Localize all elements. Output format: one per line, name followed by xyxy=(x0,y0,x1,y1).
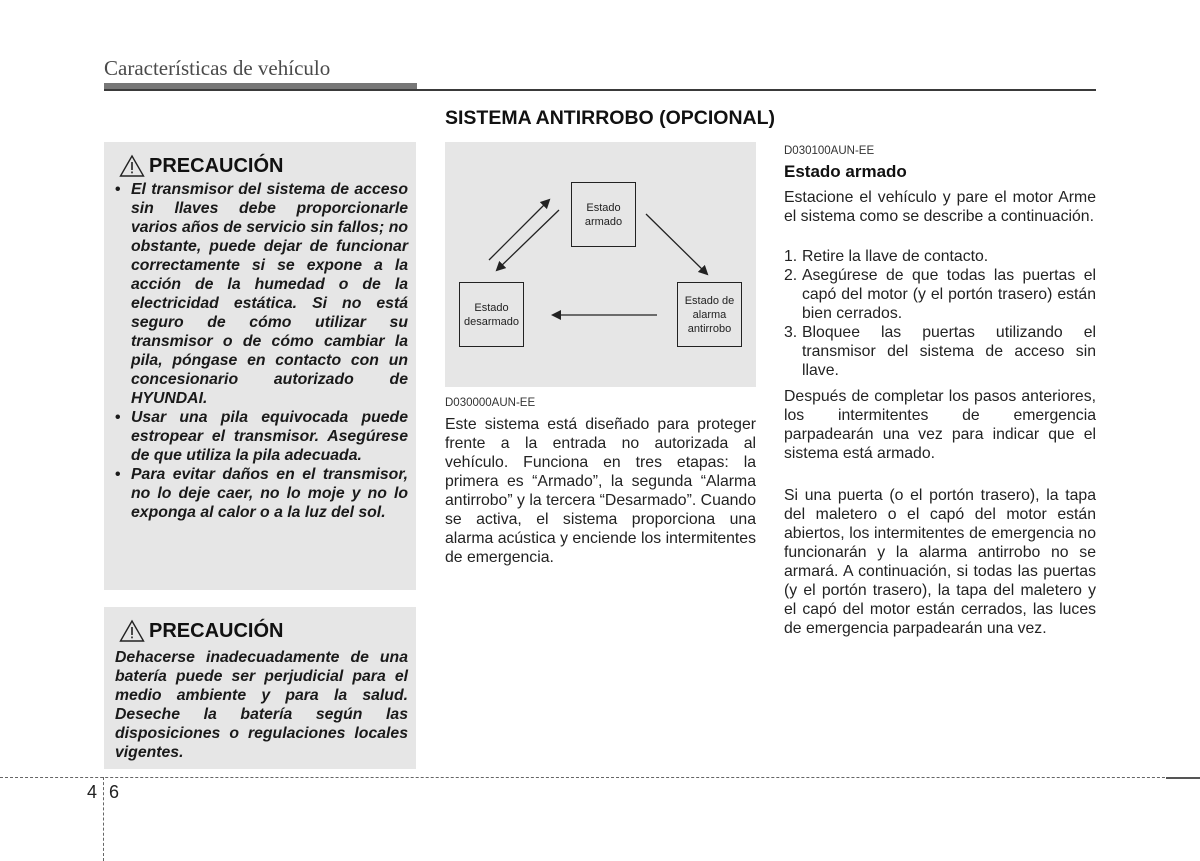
caution-heading-label: PRECAUCIÓN xyxy=(149,619,284,642)
caution-heading-label: PRECAUCIÓN xyxy=(149,154,284,177)
arrow-armed-to-disarmed xyxy=(497,210,559,270)
subsection-heading: Estado armado xyxy=(784,162,907,181)
state-box-disarmed xyxy=(459,282,524,347)
paragraph: Después de completar los pasos anteriores, los intermitentes de emergencia parpadearán una vez para indicar que el sistema está armado. xyxy=(784,388,1096,462)
alarm-state-diagram xyxy=(445,142,756,387)
caution-box-battery xyxy=(104,607,416,769)
caution-box-transmitter xyxy=(104,142,416,590)
header-rule xyxy=(104,89,1096,91)
intro-paragraph: Este sistema está diseñado para proteger frente a la entrada no autorizada al vehículo. Funciona en tres etapas: la primera es “Armado”, la segunda “Alarma antirrobo” y la tercera “Desarmado”. Cuando se activa, el sistema proporciona una alarma acústica y enciende los intermitentes de emergencia. xyxy=(445,416,756,566)
paragraph: Si una puerta (o el portón trasero), la tapa del maletero o el capó del motor están abiertos, los intermitentes de emergencia no funcionarán y la alarma antirrobo no se armará. A continuación, si todas las puertas (y el portón trasero), la tapa del maletero y el capó del motor están cerrados, las luces de emergencia parpadearán una vez. xyxy=(784,487,1096,637)
caution-item: • Usar una pila equivocada puede estropear el transmisor. Asegúrese de que utiliza la pila adecuada. xyxy=(115,408,408,465)
footer-rule xyxy=(0,777,1200,778)
state-label: antirrobo xyxy=(687,322,732,335)
chapter-number: 4 xyxy=(87,782,98,802)
arrow-disarmed-to-armed xyxy=(489,200,549,260)
step-text: Bloquee las puertas utilizando el transmisor del sistema de acceso sin llave. xyxy=(802,324,1096,379)
list-item xyxy=(784,266,1096,323)
steps-list xyxy=(784,247,1096,380)
arrow-armed-to-alarm xyxy=(646,214,707,274)
step-number: 2. xyxy=(784,267,798,284)
caution-heading xyxy=(119,619,283,643)
state-box-armed xyxy=(571,182,636,247)
caution-item: • El transmisor del sistema de acceso sin llaves debe proporcionarle varios años de servicio sin fallos; no obstante, puede dejar de funcionar correctamente si se expone a la acción de la humedad o de la electricidad estática. Si no está seguro de cómo utilizar su transmisor o de cómo cambiar la pila, póngase en contacto con un concesionario autorizado de HYUNDAI. xyxy=(115,180,408,408)
state-label: desarmado xyxy=(463,315,520,328)
step-text: Retire la llave de contacto. xyxy=(802,248,989,265)
reference-code: D030100AUN-EE xyxy=(784,145,875,157)
list-item xyxy=(784,323,1096,380)
caution-item: • Para evitar daños en el transmisor, no lo deje caer, no lo moje y no lo exponga al calor o a la luz del sol. xyxy=(115,465,408,522)
state-label: Estado xyxy=(586,201,621,214)
reference-code: D030000AUN-EE xyxy=(445,397,536,409)
step-number: 1. xyxy=(784,248,798,265)
caution-text: Dehacerse inadecuadamente de una batería puede ser perjudicial para el medio ambiente y para la salud. Deseche la batería según las disposiciones o regulaciones locales vigentes. xyxy=(115,649,408,761)
list-item xyxy=(784,247,1096,266)
warning-triangle-icon xyxy=(119,154,145,178)
page-number: 6 xyxy=(109,782,120,802)
step-number: 3. xyxy=(784,324,798,341)
state-label: Estado xyxy=(474,301,509,314)
section-title: SISTEMA ANTIRROBO (OPCIONAL) xyxy=(445,107,776,129)
state-label: alarma xyxy=(692,308,727,321)
page-header-title: Características de vehículo xyxy=(104,56,331,80)
state-arrows xyxy=(445,142,756,387)
state-label: armado xyxy=(584,215,623,228)
caution-list xyxy=(115,180,408,522)
paragraph: Estacione el vehículo y pare el motor Arme el sistema como se describe a continuación. xyxy=(784,189,1096,225)
step-text: Asegúrese de que todas las puertas el capó del motor (y el portón trasero) están bien cerrados. xyxy=(802,267,1096,322)
caution-heading xyxy=(119,154,283,178)
state-box-alarm xyxy=(677,282,742,347)
warning-triangle-icon xyxy=(119,619,145,643)
footer-vertical-rule xyxy=(103,777,104,861)
footer-tick xyxy=(1166,777,1200,779)
state-label: Estado de xyxy=(684,294,735,307)
